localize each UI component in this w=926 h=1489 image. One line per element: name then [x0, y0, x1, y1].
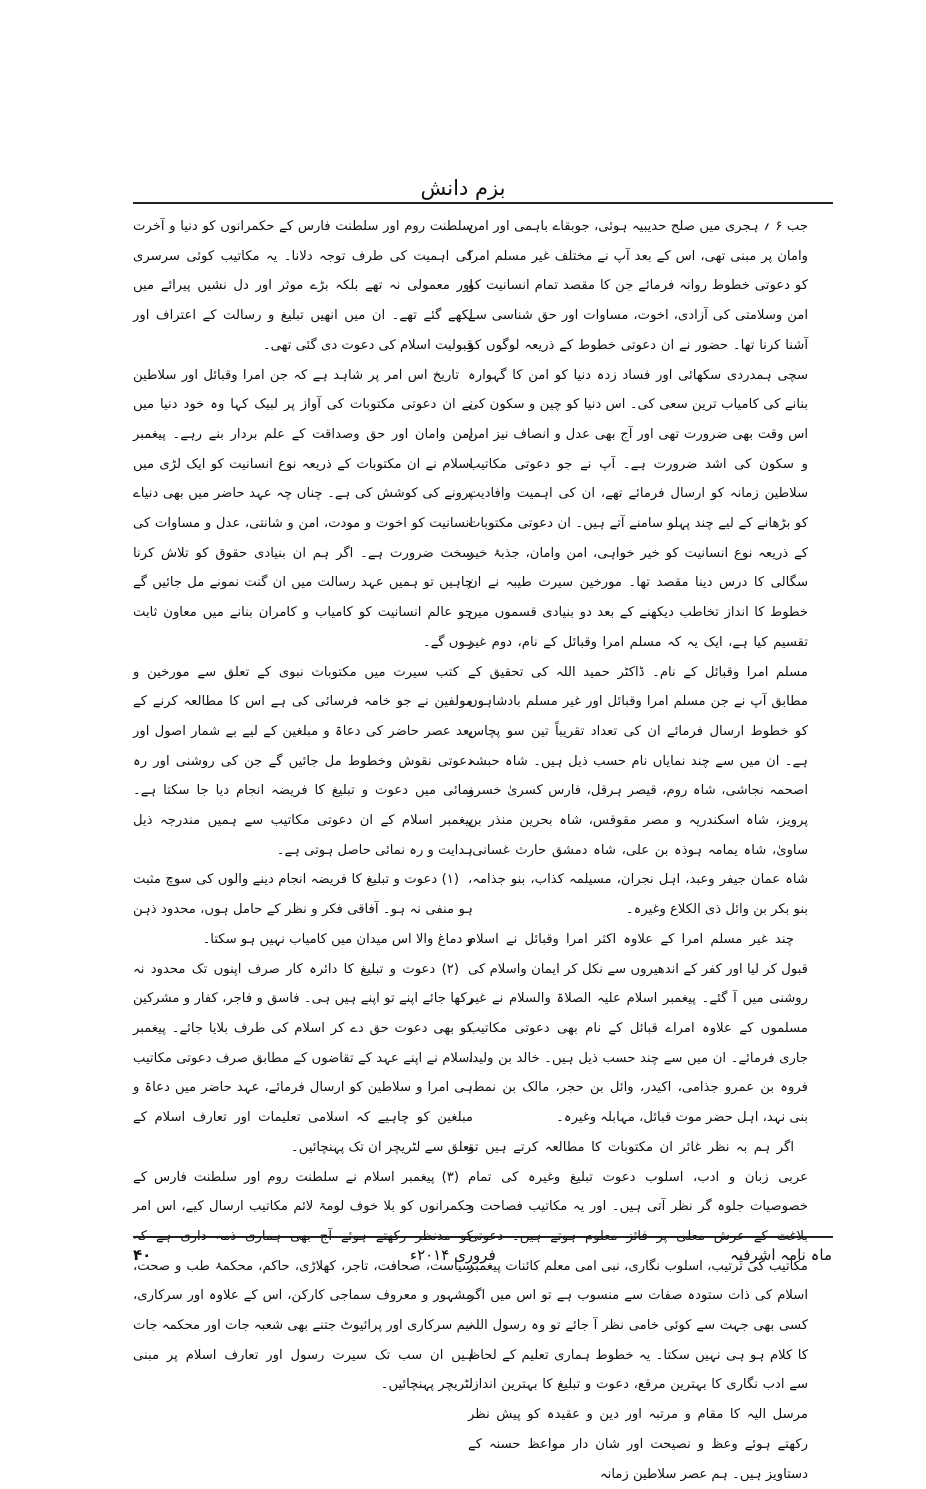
page-number: ۴۰	[133, 1246, 152, 1264]
header-rule	[133, 202, 833, 204]
paragraph: چند غیر مسلم امرا کے علاوہ اکثر امرا وقبائل نے اسلام قبول کر لیا اور کفر کے اندھیروں سے نکل کر ایمان واسلام کی روشنی میں آ گئے۔ پیغمبر اسلام علیہ الصلاۃ والسلام نے غیر مسلموں کے علاوہ امراے قبائل کے نام بھی دعوتی مکاتیب جاری فرمائے۔ ان میں سے چند حسب ذیل ہیں۔ خالد بن ولید، فروہ بن عمرو جذامی، اکیدر، وائل بن حجر، مالک بن نمط، بنی نہد، اہل حضر موت قبائل، مہابلہ وغیرہ۔	[468, 931, 808, 1126]
paragraph: اگر ہم بہ نظر غائر ان مکتوبات کا مطالعہ کرتے ہیں تو عربی زبان و ادب، اسلوب دعوت تبلیغ وغیرہ کی تمام خصوصیات جلوہ گر نظر آتی ہیں۔ اور یہ مکاتیب فصاحت و بلاغت کے عرش معلی پر فائز معلوم ہوتے ہیں۔ دعوتی مکاتیب کی ترتیب، اسلوب نگاری، نبی امی معلم کائنات پیغمبر اسلام کی ذات ستودہ صفات سے منسوب ہے تو اس میں اگر کسی بھی جہت سے کوئی خامی نظر آ جائے تو وہ رسول اللہ کا کلام ہو ہی نہیں سکتا۔ یہ خطوط ہماری تعلیم کے لحاظ سے ادب نگاری کا بہترین مرقع، دعوت و تبلیغ کا بہترین انداز، مرسل الیہ کا مقام و مرتبہ اور دین و عقیدہ کو پیش نظر رکھتے ہوئے وعظ و نصیحت اور شان دار مواعظ حسنہ کے دستاویز ہیں۔ ہم عصر سلاطین زمانہ	[468, 1139, 808, 1482]
footer-magazine-name: ماہ نامہ اشرفیہ	[730, 1246, 832, 1264]
paragraph: سلطنت روم اور سلطنت فارس کے حکمرانوں کو دنیا و آخرت کی اہمیت کی طرف توجہ دلانا۔ یہ مکاتیب کوئی سرسری اور معمولی نہ تھے بلکہ بڑے موثر اور دل نشیں پیرائے میں لکھے گئے تھے۔ ان میں انھیں تبلیغ و رسالت کے اعتراف اور قبولیت اسلام کی دعوت دی گئی تھی۔	[133, 219, 473, 353]
paragraph: کتب سیرت میں مکتوبات نبوی کے تعلق سے مورخین و مولفین نے جو خامہ فرسائی کی ہے اس کا مطالعہ کرنے کے بعد عصر حاضر کی دعاۃ و مبلغین کے لیے بے شمار اصول اور دعوتی نقوش وخطوط مل جائیں گے جن کی روشنی اور رہ نمائی میں دعوت و تبلیغ کا فریضہ انجام دیا جا سکتا ہے۔ پیغمبر اسلام کے ان دعوتی مکاتیب سے ہمیں مندرجہ ذیل ہدایت و رہ نمائی حاصل ہوتی ہے۔	[133, 664, 473, 858]
paragraph: (۳) پیغمبر اسلام نے سلطنت روم اور سلطنت فارس کے حکمرانوں کو بلا خوف لومۃ لائم مکاتیب ارسال کیے، اس امر کو مدنظر رکھتے ہوئے آج بھی ہماری ذمہ داری ہے کہ سیاست، صحافت، تاجر، کھلاڑی، حاکم، محکمۂ طب و صحت، مشہور و معروف سماجی کارکن، اس کے علاوہ اور سرکاری، نیم سرکاری اور پرائیوٹ جتنے بھی شعبہ جات اور محکمہ جات ہیں ان سب تک سیرت رسول اور تعارف اسلام پر مبنی لٹریچر پہنچائیں۔	[133, 1169, 473, 1393]
left-column	[133, 212, 473, 1400]
right-column	[468, 212, 808, 1489]
paragraph: جب ۶ ؍ ہجری میں صلح حدیبیہ ہوئی، جوبقاے باہمی اور امن وامان پر مبنی تھی، اس کے بعد آپ نے مختلف غیر مسلم امرا کو دعوتی خطوط روانہ فرمائے جن کا مقصد تمام انسانیت کو امن وسلامتی کی آزادی، اخوت، مساوات اور حق شناسی سے آشنا کرنا تھا۔ حضور نے ان دعوتی خطوط کے ذریعہ لوگوں کو سچی ہمدردی سکھائی اور فساد زدہ دنیا کو امن کا گہوارہ بنانے کی کامیاب ترین سعی کی۔ اس دنیا کو چین و سکون کی اس وقت بھی ضرورت تھی اور آج بھی عدل و انصاف نیز امن و سکون کی اشد ضرورت ہے۔ آپ نے جو دعوتی مکاتیب سلاطین زمانہ کو ارسال فرمائے تھے، ان کی اہمیت وافادیت کو بڑھانے کے لیے چند پہلو سامنے آتے ہیں۔ ان دعوتی مکتوبات کے ذریعہ نوع انسانیت کو خیر خواہی، امن وامان، جذبۂ خیر سگالی کا درس دینا مقصد تھا۔ مورخین سیرت طیبہ نے ان خطوط کا انداز تخاطب دیکھنے کے بعد دو بنیادی قسموں میں تقسیم کیا ہے، ایک یہ کہ مسلم امرا وقبائل کے نام، دوم غیر مسلم امرا وقبائل کے نام۔ ڈاکٹر حمید اللہ کی تحقیق کے مطابق آپ نے جن مسلم امرا وقبائل اور غیر مسلم بادشاہوں کو خطوط ارسال فرمائے ان کی تعداد تقریباً تین سو پچاس ہے۔ ان میں سے چند نمایاں نام حسب ذیل ہیں۔ شاہ حبشہ اصحمہ نجاشی، شاہ روم، قیصر ہرقل، فارس کسریٰ خسرو پرویز، شاہ اسکندریہ و مصر مقوقس، شاہ بحرین منذر بن ساویٰ، شاہ یمامہ ہوذہ بن علی، شاہ دمشق حارث غسانی، شاہ عمان جیفر وعبد، اہل نجران، مسیلمہ کذاب، بنو جذامہ، بنو بکر بن وائل ذی الکلاع وغیرہ۔	[468, 219, 809, 918]
paragraph: تاریخ اس امر پر شاہد ہے کہ جن امرا وقبائل اور سلاطین نے ان دعوتی مکتوبات کی آواز پر لبیک کہا وہ خود دنیا میں امن وامان اور حق وصداقت کے علم بردار بنے رہے۔ پیغمبر اسلام نے ان مکتوبات کے ذریعہ نوع انسانیت کو ایک لڑی میں پرونے کی کوشش کی ہے۔ چناں چہ عہد حاضر میں بھی دنیاے انسانیت کو اخوت و مودت، امن و شانتی، عدل و مساوات کی سخت ضرورت ہے۔ اگر ہم ان بنیادی حقوق کو تلاش کرنا چاہیں تو ہمیں عہد رسالت میں ان گنت نمونے مل جائیں گے جو عالم انسانیت کو کامیاب و کامران بنانے میں معاون ثابت ہوں گے۔	[133, 367, 473, 650]
page-header-title: بزم دانش	[420, 176, 506, 200]
paragraph: (۱) دعوت و تبلیغ کا فریضہ انجام دینے والوں کی سوچ مثبت ہو منفی نہ ہو۔ آفاقی فکر و نظر کے حامل ہوں، محدود ذہن و دماغ والا اس میدان میں کامیاب نہیں ہو سکتا۔	[133, 872, 473, 947]
footer-rule	[133, 1236, 833, 1238]
footer-date: فروری ۲۰۱۴ء	[410, 1246, 496, 1264]
paragraph: (۲) دعوت و تبلیغ کا دائرہ کار صرف اپنوں تک محدود نہ رکھا جائے اپنے تو اپنے ہیں ہی۔ فاسق و فاجر، کفار و مشرکین کو بھی دعوت حق دے کر اسلام کی طرف بلایا جائے۔ پیغمبر اسلام نے اپنے عہد کے تقاضوں کے مطابق صرف دعوتی مکاتیب ہی امرا و سلاطین کو ارسال فرمائے، عہد حاضر میں دعاۃ و مبلغین کو چاہیے کہ اسلامی تعلیمات اور تعارف اسلام کے تعلق سے لٹریچر ان تک پہنچائیں۔	[133, 961, 473, 1155]
